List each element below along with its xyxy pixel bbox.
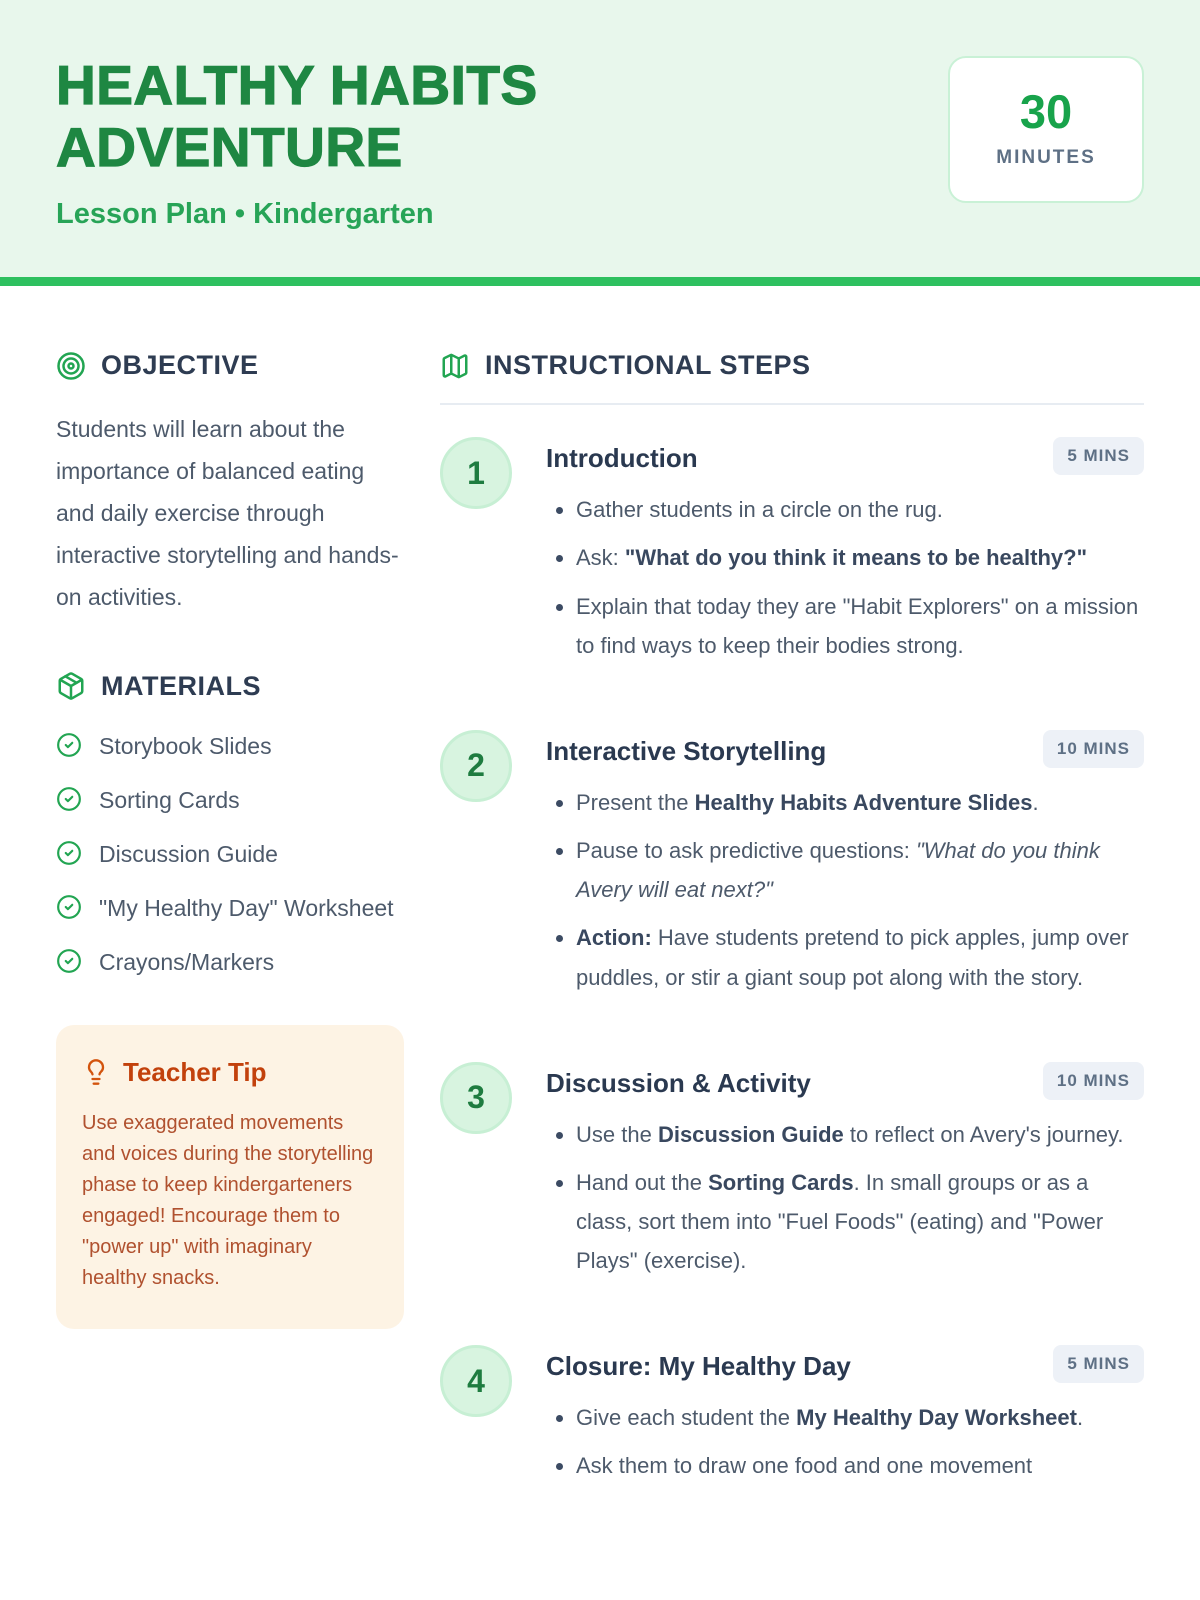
step-bullet-segment: . In small groups or as a class, sort them into "Fuel Foods" (eating) and "Power Plays" (exercise). bbox=[576, 1169, 1104, 1274]
step-bullet bbox=[576, 1446, 1144, 1485]
step-title: Introduction bbox=[546, 443, 698, 474]
material-label: Crayons/Markers bbox=[99, 949, 275, 976]
teacher-tip-text: Use exaggerated movements and voices during the storytelling phase to keep kindergarteners engaged! Encourage them to "power up" with imaginary healthy snacks. bbox=[82, 1111, 374, 1290]
materials-section bbox=[56, 671, 404, 979]
step-body bbox=[546, 1062, 1144, 1290]
step-bullet-segment: Give each student the bbox=[576, 1405, 797, 1431]
step-head bbox=[546, 1345, 1144, 1383]
step-bullet bbox=[576, 831, 1144, 909]
step-bullet-segment: Discussion Guide bbox=[657, 1121, 844, 1147]
header-text bbox=[56, 54, 736, 231]
step-bullet bbox=[576, 783, 1144, 822]
step bbox=[440, 1345, 1144, 1494]
step-bullets bbox=[546, 1398, 1144, 1485]
objective-section bbox=[56, 350, 404, 618]
step-bullet-segment: Ask: bbox=[576, 545, 625, 571]
step-bullets bbox=[546, 1115, 1144, 1281]
page-subtitle: Lesson Plan • Kindergarten bbox=[56, 198, 434, 231]
step-bullet-segment: "What do you think Avery will eat next?" bbox=[576, 838, 1100, 903]
step-bullet-segment: Sorting Cards bbox=[708, 1169, 854, 1195]
step-duration-badge: 5 MINS bbox=[1053, 437, 1144, 475]
step-bullet-segment: Explain that today they are "Habit Explorers" on a mission to find ways to keep their bodies strong. bbox=[576, 593, 1139, 658]
package-icon bbox=[56, 671, 86, 701]
circle-check-icon bbox=[56, 786, 82, 812]
duration-card bbox=[948, 56, 1144, 203]
lightbulb-icon bbox=[82, 1058, 110, 1086]
step-body bbox=[546, 1345, 1144, 1494]
step-head bbox=[546, 437, 1144, 475]
page-title: HEALTHY HABITS ADVENTURE bbox=[56, 54, 538, 179]
step-bullet bbox=[576, 918, 1144, 996]
material-item bbox=[56, 838, 404, 870]
objective-heading-label: OBJECTIVE bbox=[101, 350, 259, 381]
step-duration-badge: 10 MINS bbox=[1043, 1062, 1144, 1100]
teacher-tip-heading bbox=[82, 1057, 378, 1088]
material-item bbox=[56, 730, 404, 762]
step-bullet bbox=[576, 1398, 1144, 1437]
material-label: Storybook Slides bbox=[99, 732, 272, 759]
step-bullet-segment: Present the bbox=[576, 789, 695, 815]
material-item bbox=[56, 892, 404, 924]
duration-unit: MINUTES bbox=[996, 147, 1096, 168]
circle-check-icon bbox=[56, 732, 82, 758]
step-title: Interactive Storytelling bbox=[546, 735, 827, 766]
circle-check-icon bbox=[56, 840, 82, 866]
instructional-steps-heading bbox=[440, 350, 1144, 381]
step-duration-badge: 10 MINS bbox=[1043, 730, 1144, 768]
step-bullet-segment: Ask them to draw one food and one movement bbox=[576, 1453, 1033, 1479]
step-bullet bbox=[576, 587, 1144, 665]
step-head bbox=[546, 730, 1144, 768]
steps-list bbox=[440, 437, 1144, 1494]
step-bullet-segment: Action: bbox=[576, 925, 652, 951]
step-bullet-segment: Hand out the bbox=[576, 1169, 709, 1195]
materials-heading bbox=[56, 671, 404, 702]
step-bullet-segment: to reflect on Avery's journey. bbox=[843, 1121, 1124, 1147]
duration-value: 30 bbox=[1019, 85, 1073, 138]
header bbox=[0, 0, 1200, 277]
step-title: Discussion & Activity bbox=[546, 1067, 811, 1098]
material-label: Discussion Guide bbox=[99, 840, 278, 867]
left-column bbox=[56, 350, 404, 1550]
objective-heading bbox=[56, 350, 404, 381]
steps-divider bbox=[440, 403, 1144, 405]
circle-check-icon bbox=[56, 894, 82, 920]
step-bullet-segment: "What do you think it means to be healthy?" bbox=[624, 545, 1088, 571]
step-duration-badge: 5 MINS bbox=[1053, 1345, 1144, 1383]
step-bullet-segment: Gather students in a circle on the rug. bbox=[576, 497, 943, 523]
teacher-tip-heading-label: Teacher Tip bbox=[123, 1056, 267, 1087]
objective-text: Students will learn about the importance of balanced eating and daily exercise through interactive storytelling and hands-on activities. bbox=[56, 416, 399, 610]
step-bullets bbox=[546, 490, 1144, 665]
step-bullet bbox=[576, 538, 1144, 577]
material-label: Sorting Cards bbox=[99, 786, 240, 813]
step-number: 1 bbox=[440, 437, 512, 509]
step-bullet-segment: Healthy Habits Adventure Slides bbox=[694, 789, 1033, 815]
step-title: Closure: My Healthy Day bbox=[546, 1351, 851, 1382]
material-item bbox=[56, 946, 404, 978]
content bbox=[0, 286, 1200, 1550]
header-accent-bar bbox=[0, 277, 1200, 286]
material-item bbox=[56, 784, 404, 816]
step bbox=[440, 730, 1144, 1006]
instructional-steps-section bbox=[440, 350, 1144, 1550]
step-body bbox=[546, 437, 1144, 674]
step-number: 4 bbox=[440, 1345, 512, 1417]
step-number: 2 bbox=[440, 730, 512, 802]
step-bullet-segment: Have students pretend to pick apples, jump over puddles, or stir a giant soup pot along with the story. bbox=[576, 925, 1129, 990]
instructional-steps-heading-label: INSTRUCTIONAL STEPS bbox=[485, 350, 811, 381]
step-bullet-segment: Pause to ask predictive questions: bbox=[576, 838, 916, 864]
step bbox=[440, 437, 1144, 674]
teacher-tip-box bbox=[56, 1025, 404, 1329]
step-bullet-segment: Use the bbox=[576, 1121, 658, 1147]
step bbox=[440, 1062, 1144, 1290]
material-label: "My Healthy Day" Worksheet bbox=[99, 895, 394, 922]
step-body bbox=[546, 730, 1144, 1006]
step-bullets bbox=[546, 783, 1144, 997]
step-bullet-segment: . bbox=[1076, 1405, 1084, 1431]
step-head bbox=[546, 1062, 1144, 1100]
materials-list bbox=[56, 730, 404, 979]
step-bullet-segment: . bbox=[1032, 789, 1039, 815]
step-bullet bbox=[576, 1115, 1144, 1154]
target-icon bbox=[56, 351, 86, 381]
circle-check-icon bbox=[56, 948, 82, 974]
step-bullet bbox=[576, 490, 1144, 529]
step-bullet-segment: My Healthy Day Worksheet bbox=[796, 1405, 1077, 1431]
step-number: 3 bbox=[440, 1062, 512, 1134]
map-icon bbox=[440, 351, 470, 381]
materials-heading-label: MATERIALS bbox=[101, 670, 261, 701]
step-bullet bbox=[576, 1163, 1144, 1280]
